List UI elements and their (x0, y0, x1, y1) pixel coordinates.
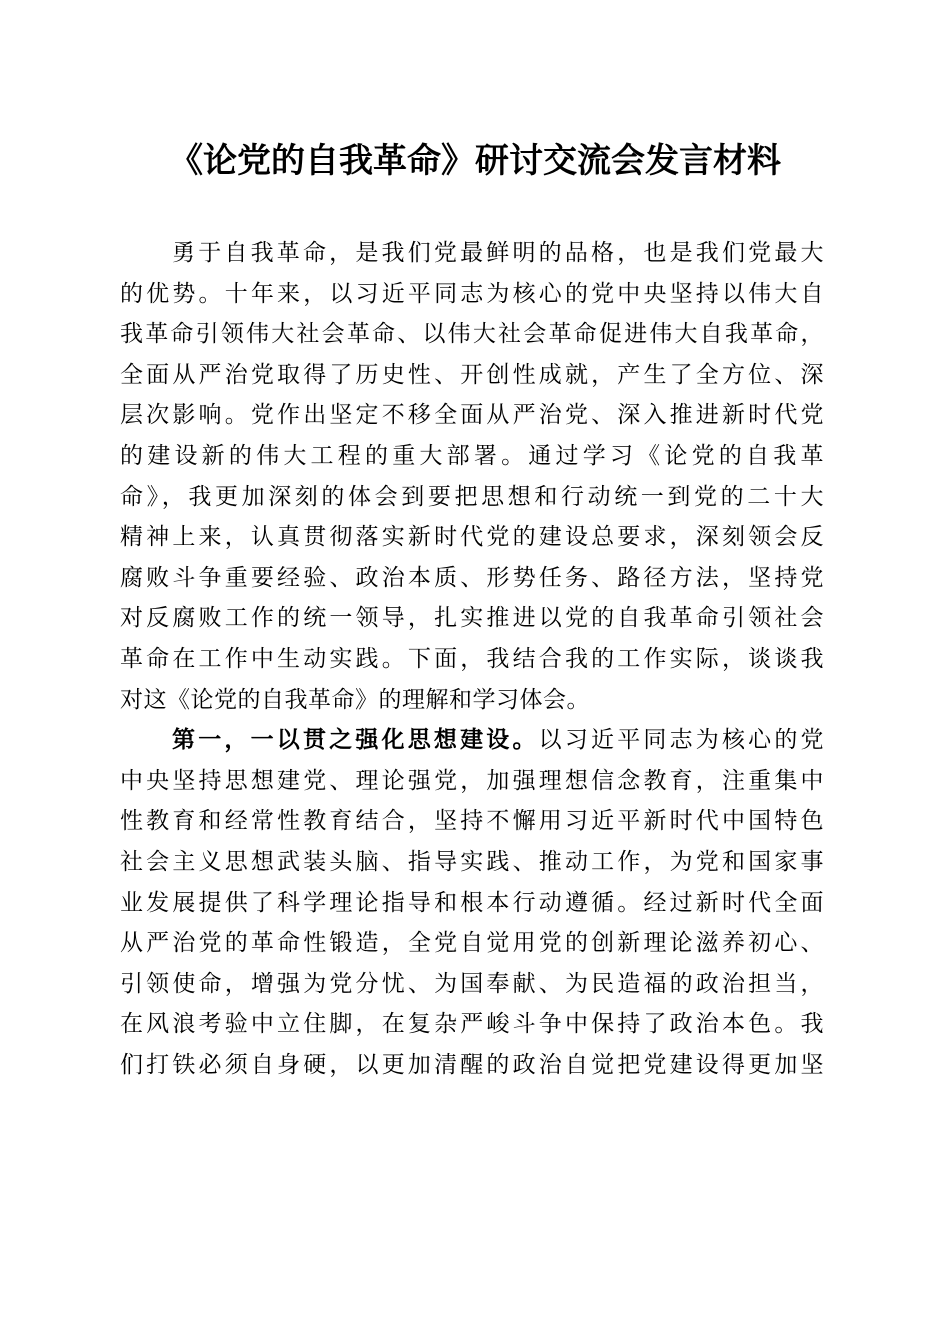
text-line: 全面从严治党取得了历史性、开创性成就，产生了全方位、深 (120, 361, 824, 388)
text-line: 的建设新的伟大工程的重大部署。通过学习《论党的自我革 (120, 442, 824, 469)
text-line: 我革命引领伟大社会革命、以伟大社会革命促进伟大自我革命， (120, 321, 824, 348)
text-line: 的优势。十年来，以习近平同志为核心的党中央坚持以伟大自 (120, 280, 824, 307)
text-line: 们打铁必须自身硬，以更加清醒的政治自觉把党建设得更加坚 (120, 1051, 824, 1078)
paragraph-introduction (120, 233, 824, 720)
text-line: 引领使命，增强为党分忧、为国奉献、为民造福的政治担当， (120, 970, 824, 997)
text-line: 层次影响。党作出坚定不移全面从严治党、深入推进新时代党 (120, 402, 824, 429)
text-line: 在风浪考验中立住脚，在复杂严峻斗争中保持了政治本色。我 (120, 1011, 824, 1038)
section-heading-lead: 第一，一以贯之强化思想建设。 (172, 726, 539, 754)
text-line: 对这《论党的自我革命》的理解和学习体会。 (120, 686, 590, 713)
text-line: 革命在工作中生动实践。下面，我结合我的工作实际，谈谈我 (120, 645, 824, 672)
text-line: 中央坚持思想建党、理论强党，加强理想信念教育，注重集中 (120, 767, 824, 794)
section-first-line (120, 720, 824, 761)
document-body (120, 233, 824, 1085)
text-line: 业发展提供了科学理论指导和根本行动遵循。经过新时代全面 (120, 889, 824, 916)
text-line: 性教育和经常性教育结合，坚持不懈用习近平新时代中国特色 (120, 808, 824, 835)
text-line: 勇于自我革命，是我们党最鲜明的品格，也是我们党最大 (172, 240, 824, 266)
paragraph-section-one (120, 720, 824, 1085)
text-line: 腐败斗争重要经验、政治本质、形势任务、路径方法，坚持党 (120, 564, 824, 591)
text-line: 对反腐败工作的统一领导，扎实推进以党的自我革命引领社会 (120, 605, 824, 632)
document-title: 《论党的自我革命》研讨交流会发言材料 (169, 141, 781, 181)
text-line: 从严治党的革命性锻造，全党自觉用党的创新理论滋养初心、 (120, 930, 824, 957)
text-line: 精神上来，认真贯彻落实新时代党的建设总要求，深刻领会反 (120, 524, 824, 551)
section-first-line-text: 以习近平同志为核心的党 (538, 727, 824, 754)
text-line: 社会主义思想武装头脑、指导实践、推动工作，为党和国家事 (120, 848, 824, 875)
text-line: 命》，我更加深刻的体会到要把思想和行动统一到党的二十大 (120, 483, 824, 510)
